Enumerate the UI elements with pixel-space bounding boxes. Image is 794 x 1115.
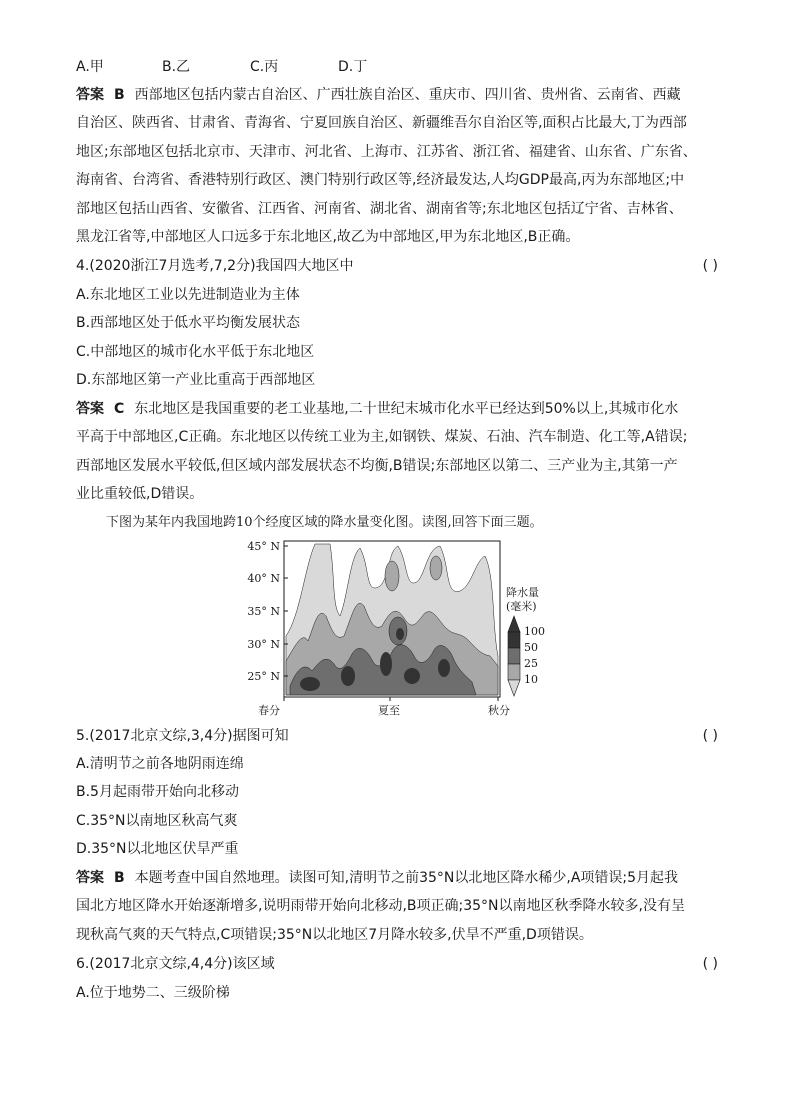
y-tick-label: 45° N [247,540,280,553]
y-axis [247,540,288,683]
q5-stem: 5.(2017北京文综,3,4分)据图可知 [76,728,289,744]
q3-option-a: A.甲 [76,59,104,75]
explanation-text: 西部地区发展水平较低,但区域内部发展状态不均衡,B错误;东部地区以第二、三产业为主,其第一产 [76,458,678,474]
answer-label: 答案 [76,87,104,103]
legend-title: 降水量 [506,586,539,599]
explanation-text: 部地区包括山西省、安徽省、江西省、河南省、湖北省、湖南省等;东北地区包括辽宁省、吉林省、 [76,201,683,217]
y-tick-label: 25° N [247,670,280,683]
explanation-text: 地区;东部地区包括北京市、天津市、河北省、上海市、江苏省、浙江省、福建省、山东省、广东省、 [76,144,697,160]
x-tick-label: 春分 [258,704,280,717]
q4-option-c: C.中部地区的城市化水平低于东北地区 [76,344,315,360]
explanation-text: 业比重较低,D错误。 [76,486,204,502]
q6-option-a: A.位于地势二、三级阶梯 [76,985,230,1001]
explanation-text: 黑龙江省等,中部地区人口远多于东北地区,故乙为中部地区,甲为东北地区,B正确。 [76,229,580,245]
x-tick-label: 秋分 [488,704,510,717]
q5-option-b: B.5月起雨带开始向北移动 [76,784,239,800]
q4-answer-line [76,399,736,419]
contour-100mm-patch [380,652,392,676]
answer-letter: B [114,870,125,886]
q3-options [76,57,716,77]
explanation-text: 平高于中部地区,C正确。东北地区以传统工业为主,如钢铁、煤炭、石油、汽车制造、化工等,A错误; [76,429,688,445]
legend-label: 100 [524,625,545,638]
explanation-text: 海南省、台湾省、香港特别行政区、澳门特别行政区等,经济最发达,人均GDP最高,丙为东部地区;中 [76,172,685,188]
figure-intro: 下图为某年内我国地跨10个经度区域的降水量变化图。读图,回答下面三题。 [106,515,543,530]
legend-swatch-50 [508,648,520,664]
answer-letter: B [114,87,125,103]
q5-option-c: C.35°N以南地区秋高气爽 [76,813,238,829]
q4-answer-bracket: ( ) [702,258,718,274]
q6-answer-bracket: ( ) [702,956,718,972]
contour-100mm-patch [438,659,450,677]
q6-stem: 6.(2017北京文综,4,4分)该区域 [76,956,275,972]
legend-label: 50 [524,641,538,654]
legend-swatch-25 [508,664,520,680]
y-tick-label: 40° N [247,572,280,585]
q5-answer-bracket: ( ) [702,728,718,744]
contour-100mm-patch [396,628,404,640]
x-axis [258,697,510,717]
q4-option-a: A.东北地区工业以先进制造业为主体 [76,287,300,303]
answer-letter: C [114,401,125,417]
contour-25mm-patch [385,561,399,591]
answer-label: 答案 [76,401,104,417]
explanation-text: 东北地区是我国重要的老工业基地,二十世纪末城市化水平已经达到50%以上,其城市化水 [134,401,679,417]
q3-option-c: C.丙 [250,59,279,75]
explanation-text: 西部地区包括内蒙古自治区、广西壮族自治区、重庆市、四川省、贵州省、云南省、西藏 [134,87,681,103]
q3-option-b: B.乙 [162,59,191,75]
legend-unit: (毫米) [506,600,537,613]
explanation-text: 国北方地区降水开始逐渐增多,说明雨带开始向北移动,B项正确;35°N以南地区秋季降水较多,没有呈 [76,898,685,914]
legend-swatch-100 [508,632,520,648]
explanation-text: 现秋高气爽的天气特点,C项错误;35°N以北地区7月降水较多,伏旱不严重,D项错误。 [76,927,593,943]
q4-stem: 4.(2020浙江7月选考,7,2分)我国四大地区中 [76,258,354,274]
q3-answer-line [76,85,736,105]
y-tick-label: 35° N [247,605,280,618]
q3-option-d: D.丁 [338,59,368,75]
explanation-text: 本题考查中国自然地理。读图可知,清明节之前35°N以北地区降水稀少,A项错误;5月起我 [134,870,679,886]
legend-label: 10 [524,673,538,686]
q5-option-d: D.35°N以北地区伏旱严重 [76,841,239,857]
legend [506,585,545,696]
answer-label: 答案 [76,870,104,886]
precipitation-figure [240,536,560,722]
contour-100mm-patch [300,677,320,691]
q4-option-b: B.西部地区处于低水平均衡发展状态 [76,315,301,331]
y-tick-label: 30° N [247,638,280,651]
q4-option-d: D.东部地区第一产业比重高于西部地区 [76,372,316,388]
legend-label: 25 [524,657,538,670]
legend-scale-arrow [508,616,520,632]
contour-100mm-patch [341,666,355,686]
q5-answer-line [76,868,736,888]
x-tick-label: 夏至 [378,704,400,717]
contour-100mm-patch [404,668,420,684]
explanation-text: 自治区、陕西省、甘肃省、青海省、宁夏回族自治区、新疆维吾尔自治区等,面积占比最大,丁为西部 [76,115,687,131]
contour-25mm-patch [430,556,442,580]
q5-option-a: A.清明节之前各地阴雨连绵 [76,756,244,772]
legend-swatch-10 [508,680,520,696]
